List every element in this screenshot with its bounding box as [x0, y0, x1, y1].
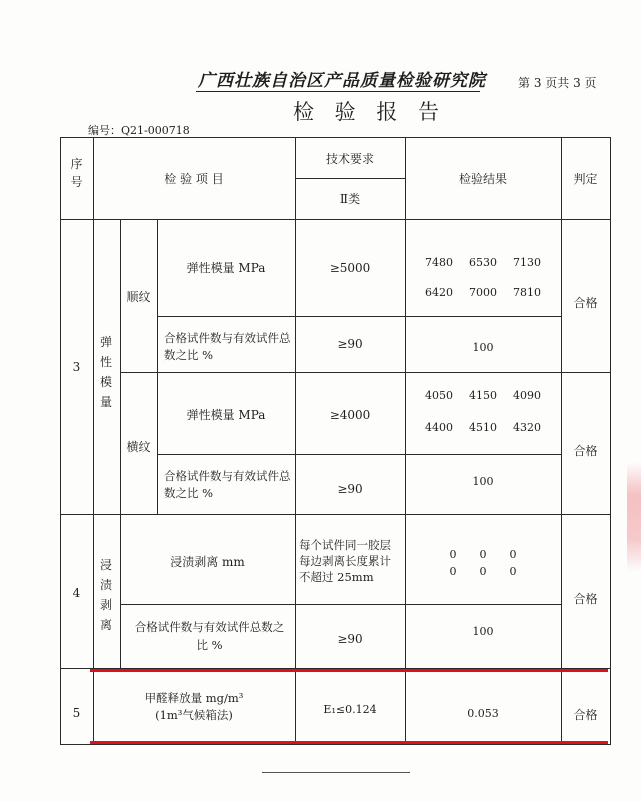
along-modulus-req: ≥5000 — [329, 261, 371, 275]
page-indicator: 第 3 页共 3 页 — [518, 76, 597, 90]
highlight-top-line — [90, 669, 608, 672]
formaldehyde-verdict: 合格 — [573, 708, 598, 722]
col-tech-req-header: 技术要求 — [325, 152, 374, 166]
peel-values: 0 0 0 0 0 0 — [449, 548, 517, 578]
formaldehyde-value: 0.053 — [467, 707, 499, 720]
along-grain-label: 顺纹 — [126, 290, 151, 304]
row5-number: 5 — [72, 706, 81, 720]
formaldehyde-req: E₁≤0.124 — [323, 703, 377, 716]
row4-group: 浸 渍 剥 离 — [99, 558, 112, 632]
report-number: 编号：Q21-000718 — [88, 124, 190, 137]
cross-grain-label: 横纹 — [126, 440, 151, 454]
col-item-header: 检 验 项 目 — [164, 172, 224, 186]
cross-verdict: 合格 — [573, 444, 598, 458]
along-modulus-item: 弹性模量 MPa — [186, 261, 266, 275]
col-tech-sub-header: Ⅱ类 — [339, 192, 361, 206]
along-ratio-value: 100 — [472, 341, 494, 354]
cross-ratio-value: 100 — [472, 475, 494, 488]
row3-number: 3 — [72, 360, 81, 374]
footer-rule — [262, 772, 410, 773]
cross-modulus-values: 4050 4150 4090 4400 4510 4320 — [425, 389, 541, 434]
row4-number: 4 — [72, 586, 81, 600]
org-underline — [196, 91, 480, 92]
along-modulus-values: 7480 6530 7130 6420 7000 7810 — [425, 256, 541, 299]
col-verdict-header: 判定 — [573, 172, 598, 186]
highlight-bottom-line — [90, 741, 608, 744]
cross-ratio-req: ≥90 — [337, 482, 363, 496]
cross-modulus-req: ≥4000 — [329, 408, 371, 422]
formaldehyde-item: 甲醛释放量 mg/m³ (1m³气候箱法) — [144, 691, 244, 722]
peel-req: 每个试件同一胶层 每边剥离长度累计 不超过 25mm — [299, 538, 391, 584]
row3-group: 弹 性 模 量 — [99, 335, 112, 409]
along-ratio-item: 合格试件数与有效试件总 数之比 % — [164, 331, 291, 362]
cross-modulus-item: 弹性模量 MPa — [186, 408, 266, 422]
r4-ratio-item: 合格试件数与有效试件总数之 比 % — [134, 620, 285, 652]
along-verdict: 合格 — [573, 296, 598, 310]
r4-ratio-req: ≥90 — [337, 632, 363, 646]
col-result-header: 检验结果 — [458, 172, 507, 186]
r4-ratio-value: 100 — [472, 625, 494, 638]
r4-verdict: 合格 — [573, 592, 598, 606]
report-title: 检 验 报 告 — [293, 100, 447, 124]
cross-ratio-item: 合格试件数与有效试件总 数之比 % — [164, 469, 291, 500]
peel-item: 浸渍剥离 mm — [170, 555, 245, 569]
org-name: 广西壮族自治区产品质量检验研究院 — [198, 71, 486, 91]
col-seq-header: 序 号 — [70, 157, 83, 189]
stamp-edge-mark — [627, 462, 641, 572]
along-ratio-req: ≥90 — [337, 337, 363, 351]
